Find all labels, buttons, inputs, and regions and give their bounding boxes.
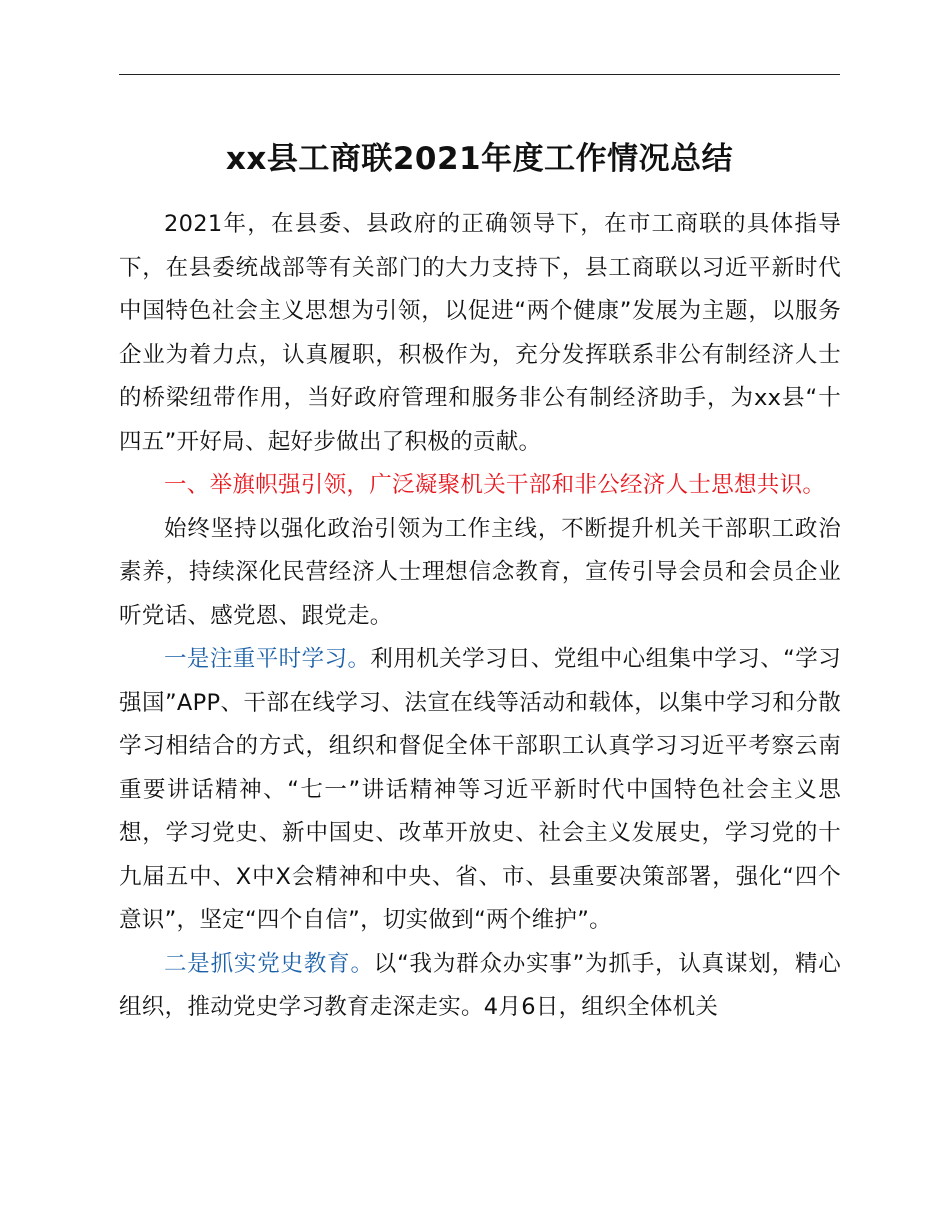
item-paragraph-study [119, 638, 841, 943]
item-paragraph-party-history [119, 943, 841, 1030]
intro-paragraph: 2021年，在县委、县政府的正确领导下，在市工商联的具体指导下，在县委统战部等有关部门的大力支持下，县工商联以习近平新时代中国特色社会主义思想为引领，以促进“两个健康”发展为主题，以服务企业为着力点，认真履职，积极作为，充分发挥联系非公有制经济人士的桥梁纽带作用，当好政府管理和服务非公有制经济助手，为xx县“十四五”开好局、起好步做出了积极的贡献。 [119, 211, 841, 455]
section-heading: 一、举旗帜强引领，广泛凝聚机关干部和非公经济人士思想共识。 [164, 472, 826, 498]
document-title: xx县工商联2021年度工作情况总结 [225, 141, 734, 177]
section-intro-paragraph: 始终坚持以强化政治引领为工作主线，不断提升机关干部职工政治素养，持续深化民营经济人士理想信念教育，宣传引导会员和会员企业听党话、感党恩、跟党走。 [119, 515, 841, 629]
header-divider [119, 74, 840, 75]
item-text-study: 利用机关学习日、党组中心组集中学习、“学习强国”APP、干部在线学习、法宣在线等活动和载体，以集中学习和分散学习相结合的方式，组织和督促全体干部职工认真学习习近平考察云南重要讲话精神、“七一”讲话精神等习近平新时代中国特色社会主义思想，学习党史、新中国史、改革开放史、社会主义发展史，学习党的十九届五中、X中X会精神和中央、省、市、县重要决策部署，强化“四个意识”，坚定“四个自信”，切实做到“两个维护”。 [119, 646, 841, 933]
item-lead-study: 一是注重平时学习。 [164, 646, 371, 672]
document-body [119, 203, 841, 1030]
item-lead-party-history: 二是抓实党史教育。 [164, 950, 374, 977]
item-text-party-history: 以“我为群众办实事”为抓手，认真谋划，精心组织，推动党史学习教育走深走实。4月6日，组织全体机关 [119, 950, 841, 1020]
